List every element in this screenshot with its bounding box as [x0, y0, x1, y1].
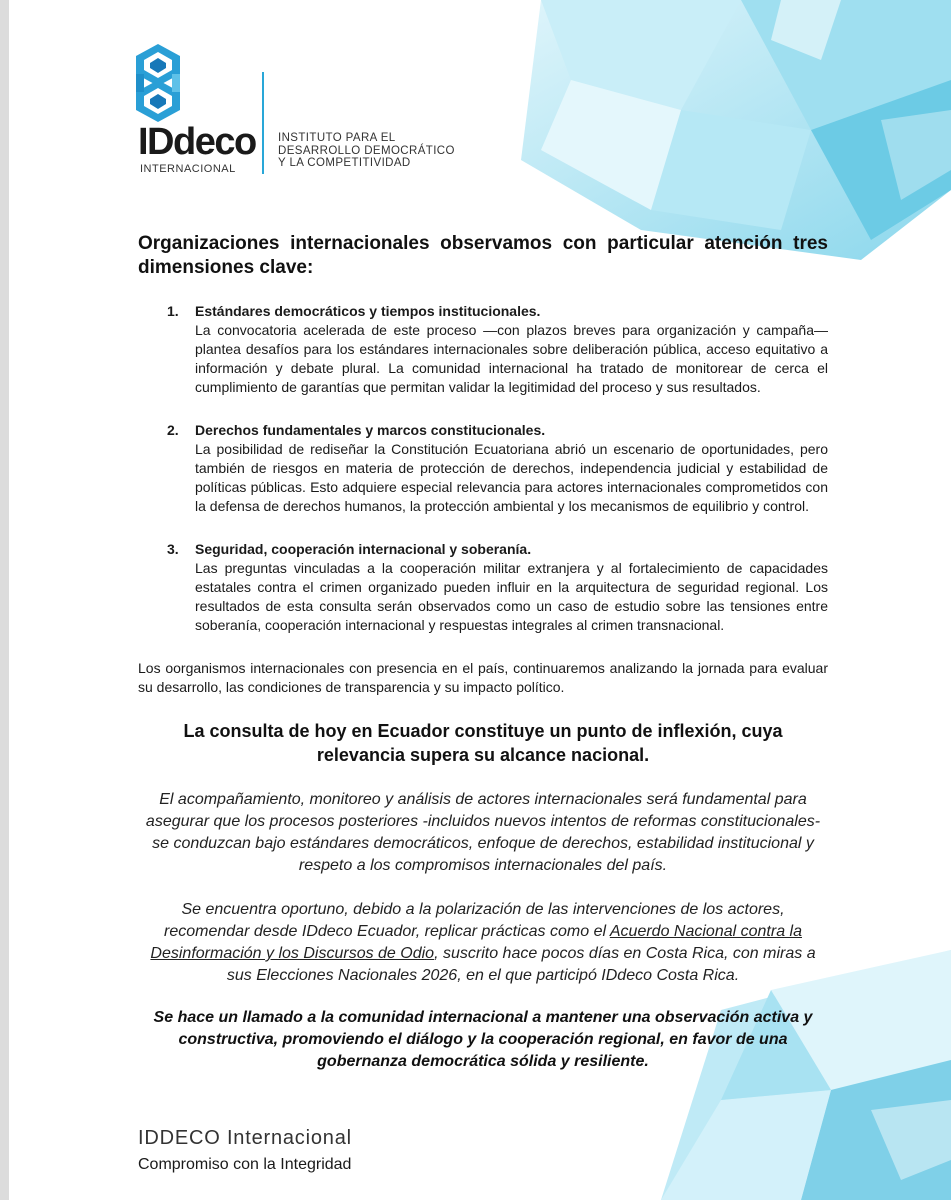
list-item-title: Estándares democráticos y tiempos institucionales.	[195, 303, 541, 319]
list-item	[138, 421, 828, 516]
list-item-body: La convocatoria acelerada de este proceso —con plazos breves para organización y campaña— plantea desafíos para los estándares internacionales sobre deliberación pública, acceso equitativo a información y debate plural. La comunidad internacional ha tratado de monitorear de cerca el cumplimiento de garantías que permitan validar la legitimidad del proceso y sus resultados.	[195, 322, 828, 395]
list-item-title: Seguridad, cooperación internacional y soberanía.	[195, 541, 532, 557]
footer-organization: IDDECO Internacional	[138, 1127, 352, 1149]
iddeco-logo-icon	[136, 44, 180, 122]
page-edge	[0, 0, 9, 1200]
recommendation-text-after: , suscrito hace pocos días en Costa Rica, con miras a sus Elecciones Nacionales 2026, en el que participó IDdeco Costa Rica.	[226, 945, 816, 984]
brand-tagline-line: INSTITUTO PARA EL	[278, 132, 396, 144]
document-body	[138, 232, 828, 1073]
brand-tagline-line: DESARROLLO DEMOCRÁTICO	[278, 144, 455, 157]
list-item-number: 2.	[167, 422, 179, 438]
agreement-link[interactable]: Acuerdo Nacional contra la Desinformación y los Discursos de Odio	[150, 923, 802, 962]
list-item-title: Derechos fundamentales y marcos constitucionales.	[195, 422, 546, 438]
brand-name: IDdeco	[138, 121, 256, 163]
recommendation-text-before: Se encuentra oportuno, debido a la polarización de las intervenciones de los actores, recomendar desde IDdeco Ecuador, replicar prácticas como el	[164, 901, 785, 940]
italic-paragraph-recommendation	[138, 899, 828, 987]
decorative-geometric-top	[481, 0, 951, 260]
dimensions-list	[138, 302, 828, 635]
brand-tagline-line: Y LA COMPETITIVIDAD	[278, 157, 411, 169]
list-item-number: 3.	[167, 541, 179, 557]
list-item-body: Las preguntas vinculadas a la cooperación militar extranjera y al fortalecimiento de capacidades estatales contra el crimen organizado pueden influir en la arquitectura de seguridad regional. Los resultados de esta consulta serán observados como un caso de estudio sobre las tensiones entre soberanía, cooperación internacional y respuestas integrales al crimen transnacional.	[195, 560, 828, 633]
list-item	[138, 540, 828, 635]
list-item-number: 1.	[167, 303, 179, 319]
brand-tagline	[278, 132, 455, 170]
footer-tagline: Compromiso con la Integridad	[138, 1156, 352, 1173]
italic-paragraph-accompaniment: El acompañamiento, monitoreo y análisis de actores internacionales será fundamental para asegurar que los procesos posteriores -incluidos nuevos intentos de reformas constitucionales- se conduzcan bajo estándares democráticos, enfoque de derechos, estabilidad institucional y respeto a los compromisos internacionales del país.	[145, 791, 821, 874]
brand-divider	[262, 72, 264, 174]
list-item	[138, 302, 828, 397]
brand-subtitle: INTERNACIONAL	[140, 163, 236, 175]
call-to-action: Se hace un llamado a la comunidad internacional a mantener una observación activa y constructiva, promoviendo el diálogo y la cooperación regional, en favor de una gobernanza democrática sólida y resiliente.	[153, 1009, 813, 1070]
closing-paragraph: Los oorganismos internacionales con presencia en el país, continuaremos analizando la jornada para evaluar su desarrollo, las condiciones de transparencia y su impacto político.	[138, 660, 828, 695]
intro-heading: Organizaciones internacionales observamos con particular atención tres dimensiones clave:	[138, 233, 828, 278]
center-heading: La consulta de hoy en Ecuador constituye un punto de inflexión, cuya relevancia supera su alcance nacional.	[183, 721, 783, 765]
list-item-body: La posibilidad de rediseñar la Constitución Ecuatoriana abrió un escenario de oportunidades, pero también de riesgos en materia de protección de derechos, independencia judicial y estabilidad de políticas públicas. Esto adquiere especial relevancia para actores internacionales comprometidos con la defensa de derechos humanos, la protección ambiental y los mecanismos de equilibrio y control.	[195, 441, 828, 514]
